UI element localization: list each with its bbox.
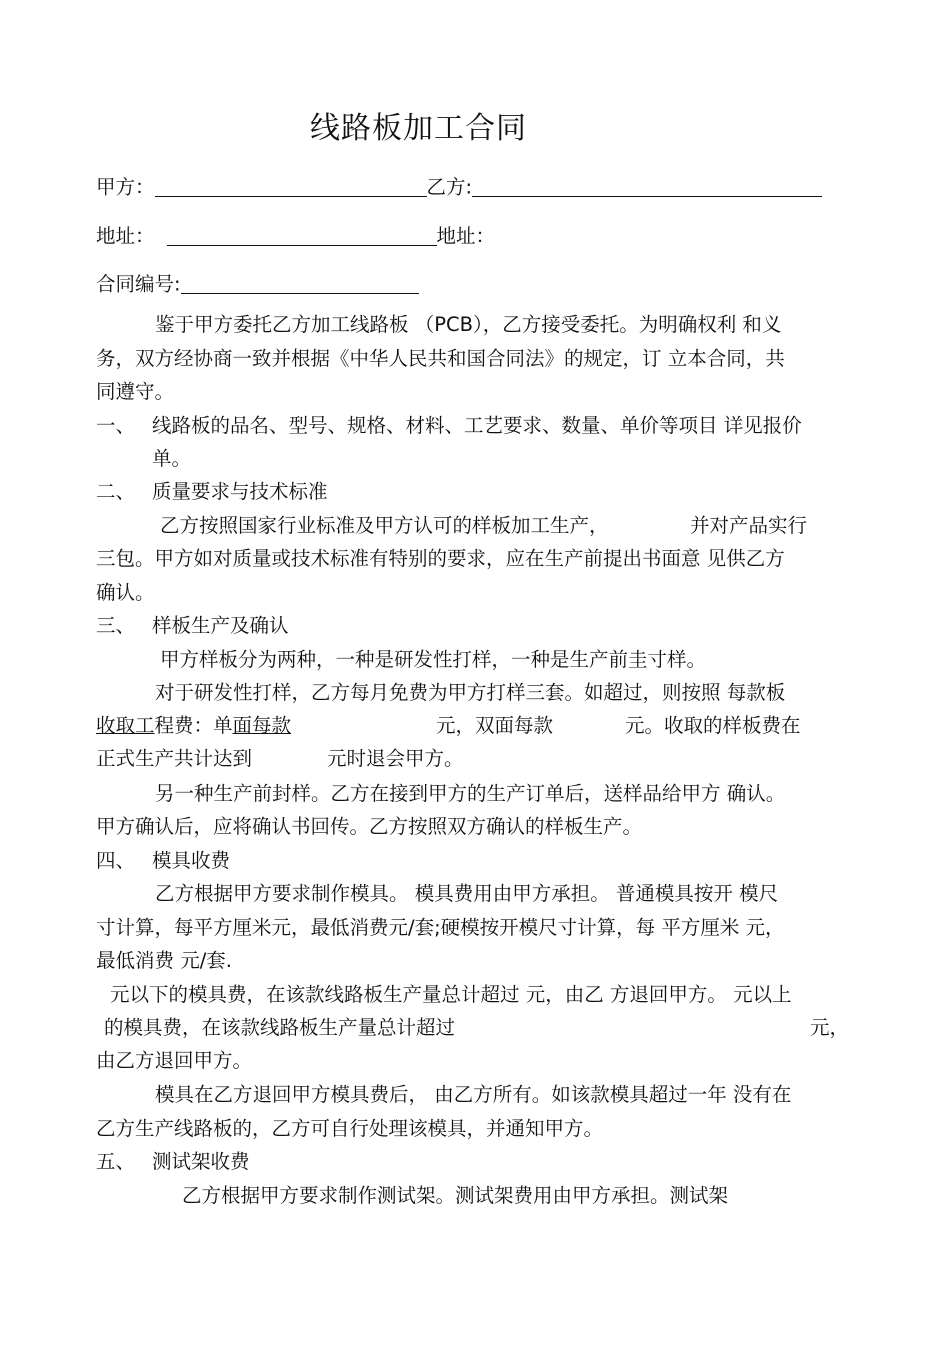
section-1-number: 一、 <box>96 414 136 437</box>
address-a-blank[interactable] <box>167 225 437 246</box>
contract-no-blank[interactable] <box>181 273 419 294</box>
fee-text: 元时退会甲方。 <box>327 747 464 770</box>
section-4-text: 模具在乙方退回甲方模具费后， 由乙方所有。如该款模具超过一年 没有在 <box>155 1083 792 1106</box>
section-4-text: 元， <box>810 1016 850 1039</box>
underlined-text: 收取工 <box>96 714 155 737</box>
section-2-number: 二、 <box>96 480 136 503</box>
section-4-text: 由乙方退回甲方。 <box>96 1049 253 1072</box>
section-4-text: 寸计算，每平方厘米元，最低消费元/套;硬模按开模尺寸计算，每 平方厘米 元， <box>96 916 785 939</box>
section-4-number: 四、 <box>96 849 136 872</box>
section-5-title: 测试架收费 <box>152 1150 250 1173</box>
party-a-row <box>96 176 822 197</box>
intro-line: 鉴于甲方委托乙方加工线路板 （PCB），乙方接受委托。为明确权利 和义 <box>155 313 782 336</box>
party-a-label: 甲方： <box>96 175 155 199</box>
party-a-blank[interactable] <box>155 176 427 197</box>
section-4-title: 模具收费 <box>152 849 231 872</box>
section-2-text: 确认。 <box>96 581 155 604</box>
contract-no-label: 合同编号: <box>96 272 181 296</box>
section-2-text: 乙方按照国家行业标准及甲方认可的样板加工生产， <box>160 514 609 537</box>
section-3-number: 三、 <box>96 614 136 637</box>
section-3-text: 对于研发性打样，乙方每月免费为甲方打样三套。如超过，则按照 每款板 <box>155 681 786 704</box>
section-4-text: 最低消费 元/套. <box>96 949 232 972</box>
section-3-text: 另一种生产前封样。乙方在接到甲方的生产订单后，送样品给甲方 确认。 <box>155 782 786 805</box>
section-2-text: 三包。甲方如对质量或技术标准有特别的要求，应在生产前提出书面意 见供乙方 <box>96 547 785 570</box>
section-1-line <box>96 416 802 436</box>
address-row <box>96 225 495 246</box>
section-3-text: 甲方样板分为两种，一种是研发性打样，一种是生产前圭寸样。 <box>160 648 707 671</box>
section-5-heading <box>96 1152 250 1172</box>
section-5-number: 五、 <box>96 1150 136 1173</box>
section-4-text: 乙方生产线路板的，乙方可自行处理该模具，并通知甲方。 <box>96 1117 604 1140</box>
intro-line: 务，双方经协商一致并根据《中华人民共和国合同法》的规定，订 立本合同，共 <box>96 347 785 370</box>
section-3-heading <box>96 616 289 636</box>
section-2-heading <box>96 482 328 502</box>
section-4-text: 的模具费，在该款线路板生产量总计超过 <box>104 1016 456 1039</box>
intro-line: 同遵守。 <box>96 380 175 403</box>
underlined-text: 面每款 <box>232 714 292 737</box>
section-3-text: 甲方确认后，应将确认书回传。乙方按照双方确认的样板生产。 <box>96 815 643 838</box>
section-4-text: 乙方根据甲方要求制作模具。 模具费用由甲方承担。 普通模具按开 模尺 <box>155 882 779 905</box>
section-5-text: 乙方根据甲方要求制作测试架。测试架费用由甲方承担。测试架 <box>182 1184 729 1207</box>
section-4-heading <box>96 851 230 871</box>
section-1-text: 线路板的品名、型号、规格、材料、工艺要求、数量、单价等项目 详见报价 <box>152 414 802 437</box>
fee-text: 元。收取的样板费在 <box>625 714 801 737</box>
party-b-blank[interactable] <box>472 176 822 197</box>
contract-no-row <box>96 273 419 294</box>
address-a-label: 地址： <box>96 224 155 248</box>
address-b-label: 地址： <box>436 224 496 248</box>
section-3-title: 样板生产及确认 <box>152 614 289 637</box>
section-4-text: 元以下的模具费，在该款线路板生产量总计超过 元，由乙 方退回甲方。 元以上 <box>110 983 792 1006</box>
section-1-text: 单。 <box>152 447 192 470</box>
section-2-text: 并对产品实行 <box>690 514 808 537</box>
document-title: 线路板加工合同 <box>310 111 527 146</box>
fee-text: 元，双面每款 <box>436 714 554 737</box>
fee-text: 程费：单 <box>154 714 233 737</box>
section-3-fee-line <box>96 716 291 736</box>
section-2-title: 质量要求与技术标准 <box>152 480 328 503</box>
party-b-label: 乙方: <box>426 175 473 199</box>
fee-text: 正式生产共计达到 <box>96 747 253 770</box>
